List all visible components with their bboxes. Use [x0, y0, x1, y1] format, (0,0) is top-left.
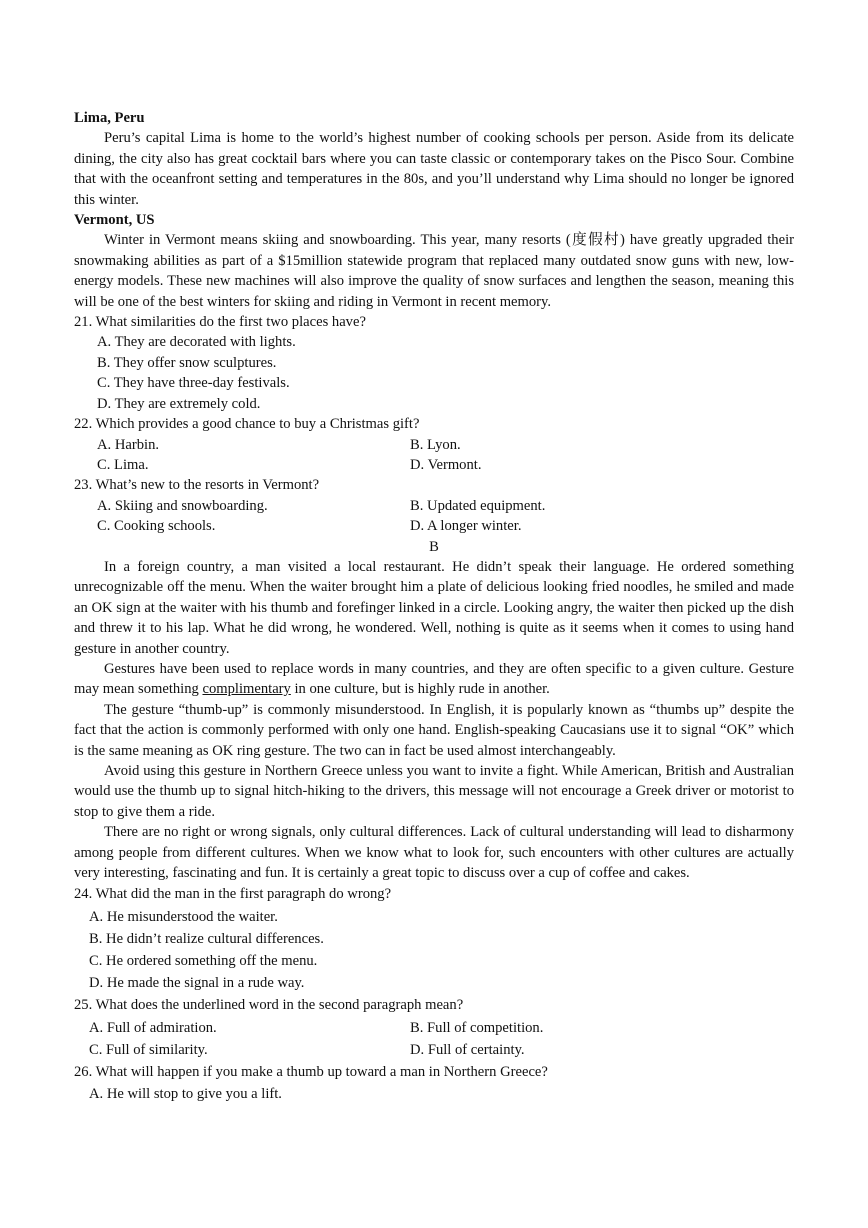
- section-label-b: B: [429, 538, 439, 555]
- option-23d: D. A longer winter.: [410, 518, 522, 535]
- paragraph-b2: [74, 659, 794, 700]
- option-25d: D. Full of certainty.: [410, 1041, 525, 1058]
- paragraph-b1: In a foreign country, a man visited a local restaurant. He didn’t speak their language. He ordered something unrecognizable off the menu. When the waiter brought him a plate of delicious looking fried noodles, he smiled and made an OK sign at the waiter with his thumb and forefinger linked in a circle. Looking angry, the waiter then picked up the dish and threw it to his lap. What he did wrong, he wondered. Well, nothing is quite as it seems when it comes to using hand gesture in another country.: [74, 558, 794, 657]
- option-24c: C. He ordered something off the menu.: [89, 953, 318, 970]
- option-26a: A. He will stop to give you a lift.: [89, 1086, 282, 1103]
- section-heading-vermont: Vermont, US: [74, 212, 155, 229]
- option-24d: D. He made the signal in a rude way.: [89, 975, 305, 992]
- question-24: 24. What did the man in the first paragraph do wrong?: [74, 886, 392, 903]
- paragraph-b5: There are no right or wrong signals, only cultural differences. Lack of cultural understanding will lead to disharmony among people from different cultures. When we know what to look for, such encounters with other cultures are actually very interesting, fascinating and fun. It is certainly a great topic to discuss over a cup of coffee and cakes.: [74, 824, 794, 882]
- question-22: 22. Which provides a good chance to buy a Christmas gift?: [74, 416, 420, 433]
- option-21a: A. They are decorated with lights.: [97, 334, 296, 351]
- option-23c: C. Cooking schools.: [97, 518, 216, 535]
- option-22a: A. Harbin.: [97, 436, 160, 453]
- option-25b: B. Full of competition.: [410, 1019, 544, 1036]
- underlined-word: complimentary: [202, 681, 291, 698]
- document-page: [74, 108, 794, 1105]
- option-23a: A. Skiing and snowboarding.: [97, 497, 268, 514]
- paragraph-b2-start: Gestures have been used to replace words in many countries, and they are often specific to a given culture. Gesture may mean something: [74, 660, 794, 698]
- question-23: 23. What’s new to the resorts in Vermont?: [74, 477, 320, 494]
- option-21b: B. They offer snow sculptures.: [97, 354, 277, 371]
- option-row: [97, 496, 794, 516]
- option-row: [89, 1039, 794, 1061]
- paragraph-lima: Peru’s capital Lima is home to the world’s highest number of cooking schools per person. Aside from its delicate dining, the city also has great cocktail bars where you can taste classic or contemporary takes on the Pisco Sour. Combine that with the oceanfront setting and temperatures in the 80s, and you’ll understand why Lima should no longer be ignored this winter.: [74, 130, 794, 208]
- option-25c: C. Full of similarity.: [89, 1041, 208, 1058]
- option-row: [97, 435, 794, 455]
- option-row: [97, 455, 794, 475]
- section-heading-lima: Lima, Peru: [74, 110, 145, 126]
- paragraph-b4: Avoid using this gesture in Northern Greece unless you want to invite a fight. While American, British and Australian would use the thumb up to signal hitch-hiking to the drivers, this message will not encourage a Greek driver or motorist to stop to give them a ride.: [74, 763, 794, 820]
- option-row: [89, 1017, 794, 1039]
- paragraph-b3: The gesture “thumb-up” is commonly misunderstood. In English, it is popularly known as “thumbs up” despite the fact that the action is commonly performed with only one hand. English-speaking Caucasians use it to signal “OK” which is the same meaning as OK ring gesture. The two can in fact be used almost interchangeably.: [74, 701, 794, 759]
- option-row: [97, 516, 794, 536]
- option-21d: D. They are extremely cold.: [97, 395, 261, 412]
- question-25: 25. What does the underlined word in the second paragraph mean?: [74, 997, 464, 1014]
- option-24b: B. He didn’t realize cultural differences.: [89, 930, 324, 947]
- option-24a: A. He misunderstood the waiter.: [89, 908, 278, 925]
- questions-section-b: [74, 883, 794, 1105]
- option-22b: B. Lyon.: [410, 436, 461, 453]
- option-21c: C. They have three-day festivals.: [97, 375, 290, 392]
- option-22d: D. Vermont.: [410, 456, 482, 473]
- option-25a: A. Full of admiration.: [89, 1019, 217, 1036]
- question-21: 21. What similarities do the first two places have?: [74, 314, 366, 331]
- paragraph-b2-end: in one culture, but is highly rude in another.: [290, 681, 550, 698]
- paragraph-vermont: Winter in Vermont means skiing and snowboarding. This year, many resorts (度假村) have greatly upgraded their snowmaking abilities as part of a $15million statewide program that replaced many outdated snow guns with new, low-energy models. These new machines will also improve the quality of snow surfaces and lengthen the season, meaning this will be one of the best winters for skiing and riding in Vermont in recent memory.: [74, 232, 794, 310]
- question-26: 26. What will happen if you make a thumb up toward a man in Northern Greece?: [74, 1064, 548, 1081]
- option-22c: C. Lima.: [97, 456, 149, 473]
- option-23b: B. Updated equipment.: [410, 497, 546, 514]
